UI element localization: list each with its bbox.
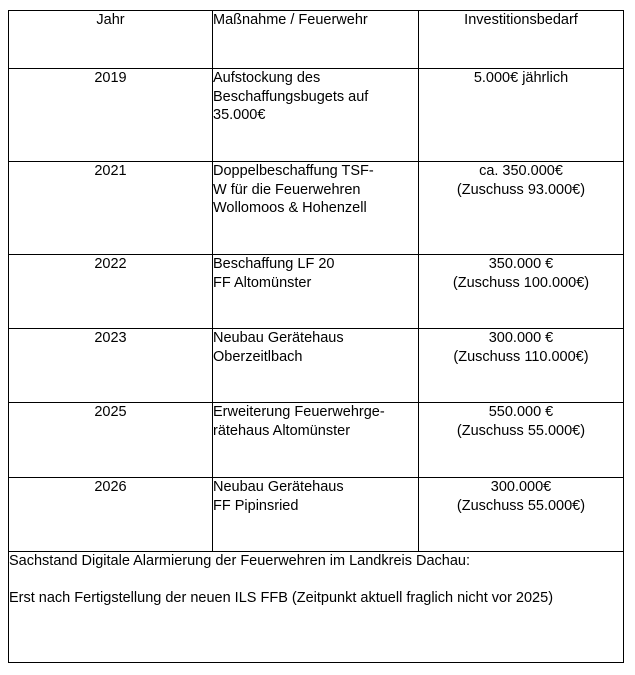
cost-line: (Zuschuss 93.000€): [456, 181, 586, 198]
measure-line: Wollomoos & Hohenzell: [213, 200, 367, 216]
measure-line: Aufstockung des: [213, 70, 321, 86]
measure-line: Neubau Gerätehaus: [213, 330, 344, 346]
table-row: [9, 255, 624, 329]
measure-line: 35.000€: [213, 107, 266, 123]
measure-line: Neubau Gerätehaus: [213, 479, 344, 495]
cost-line: 350.000 €: [488, 256, 554, 272]
measure-line: Erweiterung Feuerwehrge-: [213, 404, 385, 420]
year-cell: 2021: [9, 162, 213, 255]
cost-line: 550.000 €: [488, 404, 554, 420]
cost-cell: [419, 329, 624, 403]
table-row: [9, 403, 624, 478]
note-title: Sachstand Digitale Alarmierung der Feuerwehren im Landkreis Dachau:: [9, 553, 471, 569]
table-row: [9, 69, 624, 162]
cost-line: (Zuschuss 55.000€): [456, 422, 586, 439]
measure-cell: [213, 255, 419, 329]
year-cell: 2023: [9, 329, 213, 403]
cost-cell: [419, 478, 624, 552]
cost-cell: [419, 69, 624, 162]
table-row: [9, 162, 624, 255]
cost-line: 5.000€ jährlich: [473, 70, 569, 86]
year-cell: 2019: [9, 69, 213, 162]
measure-cell: [213, 69, 419, 162]
cost-line: (Zuschuss 55.000€): [456, 497, 586, 514]
note-row: [9, 552, 624, 663]
measure-cell: [213, 403, 419, 478]
note-cell: [9, 552, 624, 663]
measure-cell: [213, 478, 419, 552]
year-cell: 2026: [9, 478, 213, 552]
cost-line: 300.000 €: [488, 330, 554, 346]
table-row: [9, 478, 624, 552]
measure-line: FF Altomünster: [213, 274, 312, 291]
cost-cell: [419, 255, 624, 329]
measure-cell: [213, 162, 419, 255]
measure-line: W für die Feuerwehren: [213, 181, 361, 198]
table-row: [9, 329, 624, 403]
cost-line: (Zuschuss 100.000€): [452, 274, 590, 291]
header-cost: Investitionsbedarf: [419, 11, 624, 69]
cost-line: (Zuschuss 110.000€): [453, 348, 589, 365]
measure-cell: [213, 329, 419, 403]
cost-cell: [419, 162, 624, 255]
measure-line: Oberzeitlbach: [213, 348, 303, 365]
note-text: Erst nach Fertigstellung der neuen ILS FFB (Zeitpunkt aktuell fraglich nicht vor 2025): [9, 589, 554, 606]
year-cell: 2022: [9, 255, 213, 329]
cost-line: 300.000€: [490, 479, 552, 495]
cost-cell: [419, 403, 624, 478]
measure-line: Doppelbeschaffung TSF-: [213, 163, 374, 179]
measure-line: FF Pipinsried: [213, 497, 299, 514]
measure-line: Beschaffungsbugets auf: [213, 88, 369, 105]
header-year: Jahr: [9, 11, 213, 69]
measure-line: Beschaffung LF 20: [213, 256, 335, 272]
year-cell: 2025: [9, 403, 213, 478]
measure-line: rätehaus Altomünster: [213, 422, 351, 439]
investment-table: [8, 10, 624, 663]
header-measure: Maßnahme / Feuerwehr: [213, 11, 419, 69]
table-header-row: [9, 11, 624, 69]
cost-line: ca. 350.000€: [479, 163, 563, 179]
